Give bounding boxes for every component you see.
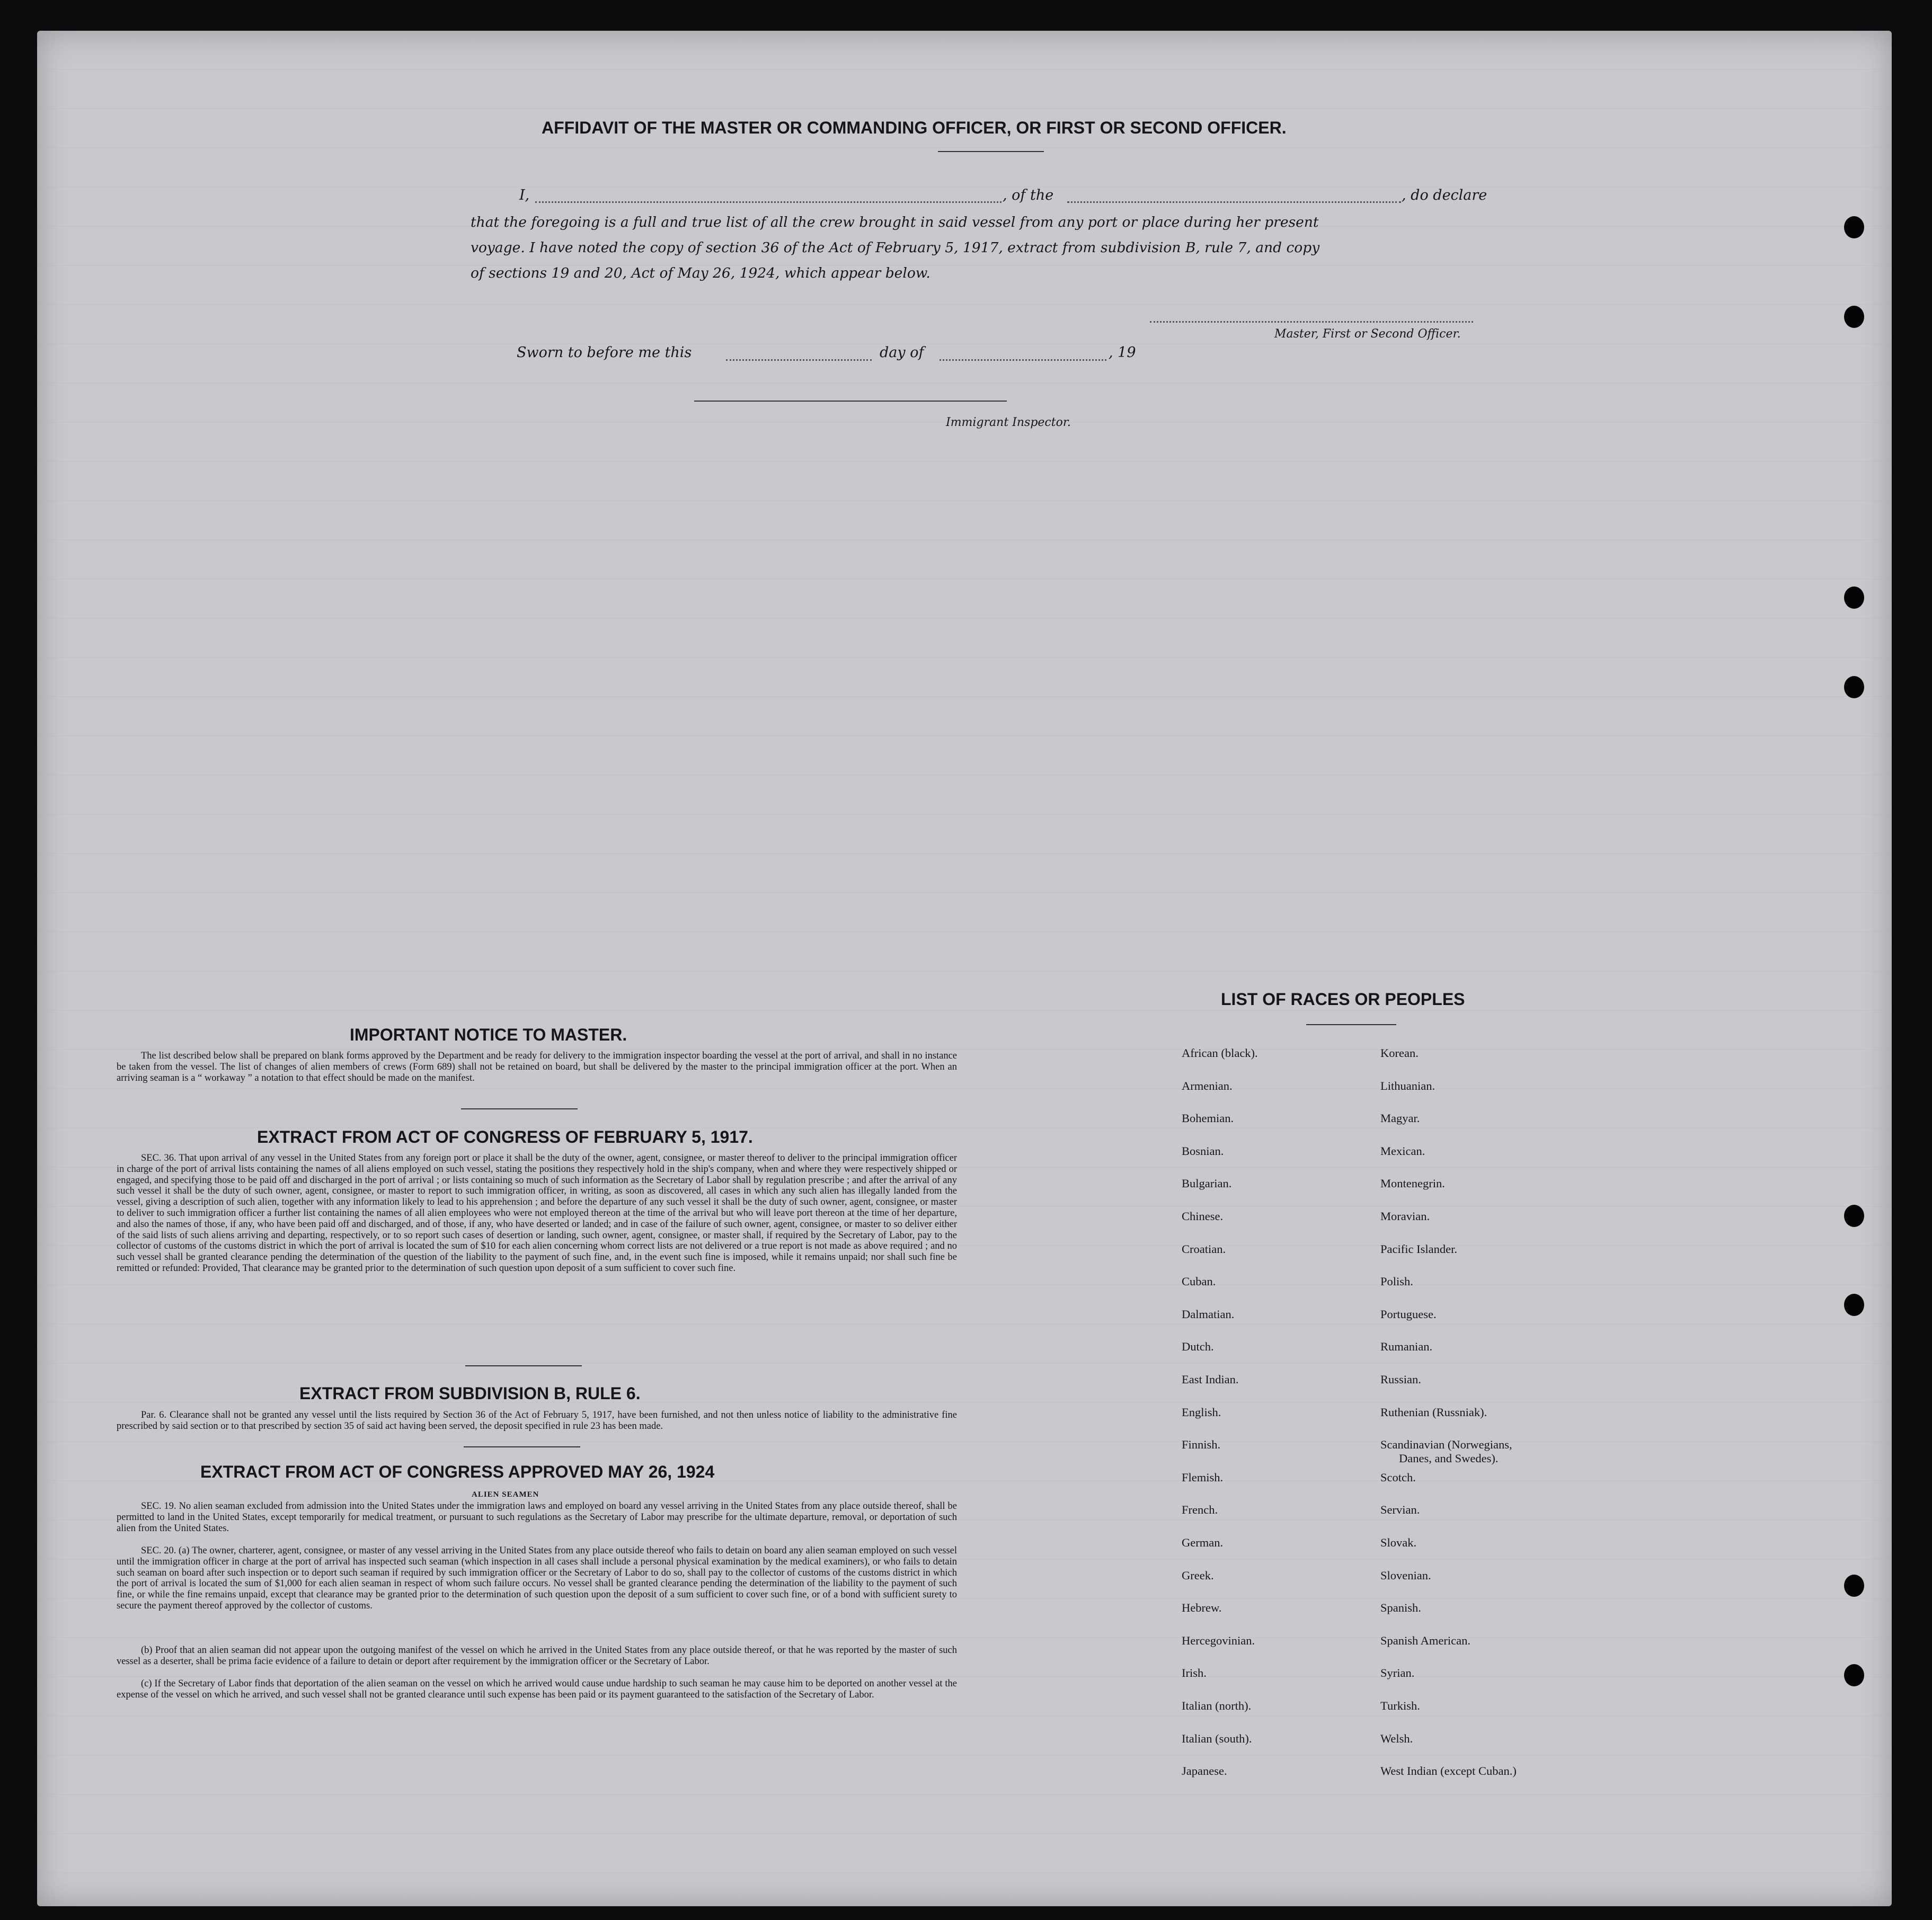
race-item: Turkish. bbox=[1380, 1699, 1420, 1712]
race-item: Danes, and Swedes). bbox=[1399, 1452, 1499, 1465]
race-item: English. bbox=[1182, 1405, 1221, 1419]
notice-text: The list described below shall be prepared on blank forms approved by the Department and be ready for delivery to the immigration inspector boarding the vessel at the port of arrival, and shall in no instance be taken from the vessel. The list of changes of alien members of crews (Form 689) shall not be retained on board, but shall be delivered by the master to the principal immigration officer at the port. When an arriving seaman is a “ workaway ” a notation to that effect should be made on the manifest. bbox=[117, 1051, 957, 1083]
affidavit-heading-rule bbox=[938, 151, 1044, 152]
race-item: Portuguese. bbox=[1380, 1307, 1437, 1321]
race-item: Ruthenian (Russniak). bbox=[1380, 1405, 1487, 1419]
race-item: Dalmatian. bbox=[1182, 1307, 1235, 1321]
race-item: Irish. bbox=[1182, 1666, 1207, 1680]
race-item: Italian (south). bbox=[1182, 1731, 1252, 1745]
master-signature-caption: Master, First or Second Officer. bbox=[1274, 327, 1461, 341]
sworn-year: , 19 bbox=[1109, 344, 1136, 361]
binder-hole bbox=[1844, 306, 1864, 328]
divider-2 bbox=[465, 1365, 582, 1366]
race-item: Montenegrin. bbox=[1380, 1177, 1445, 1190]
race-item: Croatian. bbox=[1182, 1242, 1226, 1256]
race-item: Hebrew. bbox=[1182, 1601, 1222, 1615]
race-item: Italian (north). bbox=[1182, 1699, 1252, 1712]
race-item: Armenian. bbox=[1182, 1079, 1233, 1092]
name-field-line[interactable] bbox=[535, 201, 1002, 203]
race-item: Spanish American. bbox=[1380, 1633, 1470, 1647]
notice-heading: IMPORTANT NOTICE TO MASTER. bbox=[350, 1025, 627, 1044]
inspector-caption: Immigrant Inspector. bbox=[946, 416, 1071, 429]
affidavit-line2: that the foregoing is a full and true list of all the crew brought in said vessel from any port or place during her present bbox=[471, 214, 1319, 230]
race-item: Syrian. bbox=[1380, 1666, 1415, 1680]
race-item: Pacific Islander. bbox=[1380, 1242, 1457, 1256]
binder-hole bbox=[1844, 1575, 1864, 1597]
race-item: Greek. bbox=[1182, 1568, 1214, 1582]
races-heading: LIST OF RACES OR PEOPLES bbox=[1221, 990, 1465, 1009]
binder-hole bbox=[1844, 586, 1864, 609]
alien-seamen-subheading: ALIEN SEAMEN bbox=[472, 1490, 539, 1499]
subdivision-b-heading: EXTRACT FROM SUBDIVISION B, RULE 6. bbox=[299, 1384, 641, 1403]
binder-hole bbox=[1844, 1664, 1864, 1686]
sec20b-text: (b) Proof that an alien seaman did not appear upon the outgoing manifest of the vessel on which he arrived in the United States from any place outside thereof, or that he was reported by the master of such vessel as a deserter, shall be prima facie evidence of a failure to detain or deport after requirement by the immigration officer or the Secretary of Labor. bbox=[117, 1645, 957, 1667]
affidavit-line1-start: I, bbox=[519, 187, 530, 203]
sec20c-text: (c) If the Secretary of Labor finds that deportation of the alien seaman on the vessel on which he arrived would cause undue hardship to such seaman he may cause him to be deported on another vessel at the expense of the vessel on which he arrived, and such vessel shall not be granted clearance until such expense has been paid or its payment guaranteed to the satisfaction of the Secretary of Labor. bbox=[117, 1678, 957, 1700]
race-item: Japanese. bbox=[1182, 1764, 1227, 1778]
race-item: Polish. bbox=[1380, 1275, 1413, 1288]
race-item: Korean. bbox=[1380, 1046, 1419, 1060]
sec20a-text: SEC. 20. (a) The owner, charterer, agent, consignee, or master of any vessel arriving in the United States from any place outside thereof who fails to detain on board any alien seaman employed on such vessel until the immigration officer in charge at the port of arrival has inspected such seaman (which inspection in all cases shall include a personal physical examination by the medical examiners), or who fails to detain such seaman on board after such inspection or to deport such seaman if required by such immigration officer or the Secretary of Labor to do so, shall pay to the collector of customs of the customs district in which the port of arrival is located the sum of $1,000 for each alien seaman in respect of whom such failure occurs. No vessel shall be granted clearance pending the determination of the liability to the payment of such fine, or while the fine remains unpaid, except that clearance may be granted prior to the determination of such question upon the deposit of a sum sufficient to cover such fine, or of a bond with sufficient surety to secure the payment thereof approved by the collector of customs. bbox=[117, 1545, 957, 1611]
race-item: Chinese. bbox=[1182, 1210, 1224, 1223]
race-item: Finnish. bbox=[1182, 1438, 1221, 1452]
race-item: Bosnian. bbox=[1182, 1144, 1224, 1158]
race-item: Rumanian. bbox=[1380, 1340, 1433, 1354]
race-item: African (black). bbox=[1182, 1046, 1258, 1060]
sworn-day-of: day of bbox=[880, 344, 924, 361]
race-item: East Indian. bbox=[1182, 1373, 1239, 1386]
extract-1917-heading: EXTRACT FROM ACT OF CONGRESS OF FEBRUARY 5, 1917. bbox=[257, 1127, 753, 1146]
race-item: German. bbox=[1182, 1536, 1224, 1549]
sworn-month-line[interactable] bbox=[940, 359, 1106, 361]
race-item: Scotch. bbox=[1380, 1470, 1416, 1484]
race-item: Flemish. bbox=[1182, 1470, 1224, 1484]
sworn-start: Sworn to before me this bbox=[517, 344, 692, 361]
manifest-page bbox=[37, 31, 1892, 1906]
binder-hole bbox=[1844, 1294, 1864, 1316]
race-item: Russian. bbox=[1380, 1373, 1421, 1386]
binder-hole bbox=[1844, 676, 1864, 698]
affidavit-line4: of sections 19 and 20, Act of May 26, 1924, which appear below. bbox=[471, 265, 930, 281]
race-item: Dutch. bbox=[1182, 1340, 1214, 1354]
race-item: Scandinavian (Norwegians, bbox=[1380, 1438, 1512, 1452]
divider-1 bbox=[461, 1108, 578, 1109]
race-item: Bulgarian. bbox=[1182, 1177, 1232, 1190]
binder-hole bbox=[1844, 1205, 1864, 1227]
vessel-field-line[interactable] bbox=[1067, 201, 1401, 203]
race-item: Hercegovinian. bbox=[1182, 1633, 1255, 1647]
race-item: Magyar. bbox=[1380, 1112, 1420, 1125]
race-item: Welsh. bbox=[1380, 1731, 1413, 1745]
race-item: Moravian. bbox=[1380, 1210, 1430, 1223]
race-item: French. bbox=[1182, 1503, 1218, 1517]
race-item: Lithuanian. bbox=[1380, 1079, 1435, 1092]
divider-3 bbox=[464, 1446, 580, 1447]
race-item: Cuban. bbox=[1182, 1275, 1216, 1288]
sec19-text: SEC. 19. No alien seaman excluded from admission into the United States under the immigration laws and employed on board any vessel arriving in the United States from any place outside thereof, shall be permitted to land in the United States, except temporarily for medical treatment, or pursuant to such regulations as the Secretary of Labor may prescribe for the ultimate departure, removal, or deportation of such alien from the United States. bbox=[117, 1501, 957, 1534]
race-item: Bohemian. bbox=[1182, 1112, 1234, 1125]
inspector-signature-line[interactable] bbox=[694, 401, 1007, 402]
affidavit-line1-end: , do declare bbox=[1402, 187, 1487, 203]
binder-hole bbox=[1844, 216, 1864, 238]
races-heading-rule bbox=[1306, 1024, 1396, 1025]
race-item: Slovak. bbox=[1380, 1536, 1417, 1549]
sworn-date-line[interactable] bbox=[726, 359, 872, 361]
affidavit-heading: AFFIDAVIT OF THE MASTER OR COMMANDING OFFICER, OR FIRST OR SECOND OFFICER. bbox=[542, 118, 1287, 137]
extract-1917-text: SEC. 36. That upon arrival of any vessel in the United States from any foreign port or place it shall be the duty of the owner, agent, consignee, or master thereof to deliver to the principal immigration officer in charge of the port of arrival lists containing the names of all aliens employed on such vessel, stating the positions they respectively hold in the ship's company, when and where they were respectively shipped or engaged, and specifying those to be paid off and discharged in the port of arrival ; or lists containing so much of such information as the Secretary of Labor shall by regulation prescribe ; and after the arrival of any such vessel it shall be the duty of such owner, agent, consignee, or master to report to such immigration officer, in writing, as soon as discovered, all cases in which any such alien has illegally landed from the vessel, giving a description of such alien, together with any information likely to lead to his apprehension ; and before the departure of any such vessel it shall be the duty of such owner, agent, consignee, or master to deliver to such immigration officer a further list containing the names of all alien employees who were not employed thereon at the time of the arrival but who will leave port thereon at the time of her departure, and also the names of those, if any, who have been paid off and discharged, and of those, if any, who have deserted or landed; and in case of the failure of such owner, agent, consignee, or master to so deliver either of the said lists of such aliens arriving and departing, respectively, or to so report such cases of desertion or landing, such owner, agent, consignee, or master shall, if required by the Secretary of Labor, pay to the collector of customs of the customs district in which the port of arrival is located the sum of $10 for each alien concerning whom correct lists are not delivered or a true report is not made as above required ; and no such vessel shall be granted clearance pending the determination of the question of the liability to the payment of such fine, and, in the event such fine is imposed, while it remains unpaid; nor shall such fine be remitted or refunded: Provided, That clearance may be granted prior to the determination of such question upon deposit of a sum sufficient to cover such fine. bbox=[117, 1153, 957, 1274]
race-item: Slovenian. bbox=[1380, 1568, 1431, 1582]
race-item: West Indian (except Cuban.) bbox=[1380, 1764, 1517, 1778]
affidavit-line1-mid: , of the bbox=[1003, 187, 1054, 203]
master-signature-line[interactable] bbox=[1150, 321, 1473, 323]
extract-1924-heading: EXTRACT FROM ACT OF CONGRESS APPROVED MAY 26, 1924 bbox=[200, 1462, 715, 1481]
race-item: Spanish. bbox=[1380, 1601, 1421, 1615]
race-item: Mexican. bbox=[1380, 1144, 1425, 1158]
race-item: Servian. bbox=[1380, 1503, 1420, 1517]
affidavit-line3: voyage. I have noted the copy of section 36 of the Act of February 5, 1917, extract from subdivision B, rule 7, and copy bbox=[471, 239, 1320, 256]
bleed-through-texture bbox=[37, 31, 1892, 1906]
subdivision-b-text: Par. 6. Clearance shall not be granted any vessel until the lists required by Section 36 of the Act of February 5, 1917, have been furnished, and not then unless notice of liability to the administrative fine prescribed by said section or to that prescribed by section 35 of said act having been served, the deposit specified in rule 23 has been made. bbox=[117, 1410, 957, 1432]
